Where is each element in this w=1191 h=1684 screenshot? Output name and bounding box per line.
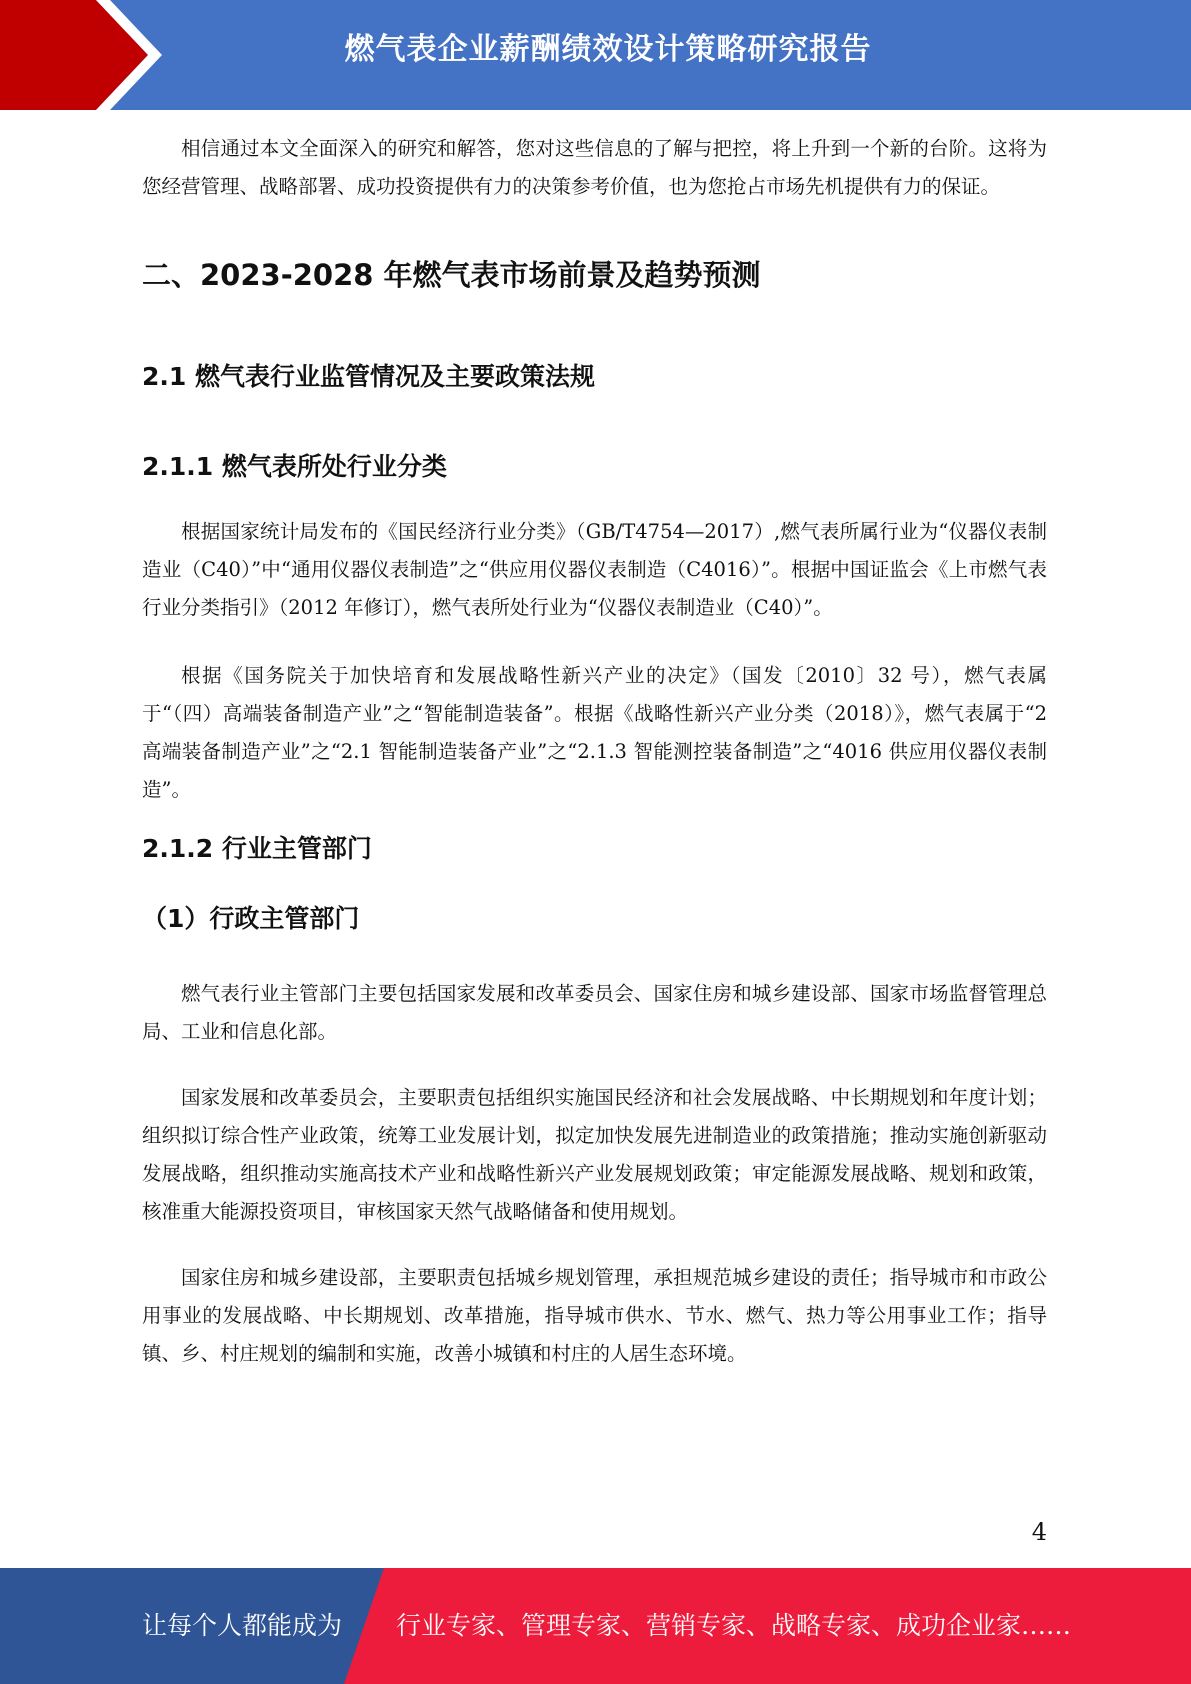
body-paragraph: 国家发展和改革委员会，主要职责包括组织实施国民经济和社会发展战略、中长期规划和年度计划；组织拟订综合性产业政策，统筹工业发展计划，拟定加快发展先进制造业的政策措施；推动实施创新驱动发展战略，组织推动实施高技术产业和战略性新兴产业发展规划政策；审定能源发展战略、规划和政策，核准重大能源投资项目，审核国家天然气战略储备和使用规划。 xyxy=(142,1086,1047,1223)
footer-banner xyxy=(0,1568,1191,1684)
footer-slogan-right: 行业专家、管理专家、营销专家、战略专家、成功企业家…… xyxy=(396,1611,1072,1640)
body-paragraph: 根据国家统计局发布的《国民经济行业分类》（GB/T4754—2017）,燃气表所属行业为“仪器仪表制造业（C40）”中“通用仪器仪表制造”之“供应用仪器仪表制造（C4016）”。根据中国证监会《上市燃气表行业分类指引》（2012 年修订），燃气表所处行业为“仪器仪表制造业（C40）”。 xyxy=(142,520,1047,619)
subsubsection-heading: 2.1.2 行业主管部门 xyxy=(142,834,372,863)
intro-paragraph: 相信通过本文全面深入的研究和解答，您对这些信息的了解与把控，将上升到一个新的台阶。这将为您经营管理、战略部署、成功投资提供有力的决策参考价值，也为您抢占市场先机提供有力的保证。 xyxy=(142,137,1047,198)
report-title: 燃气表企业薪酬绩效设计策略研究报告 xyxy=(344,32,872,67)
footer-slogan-left: 让每个人都能成为 xyxy=(142,1611,343,1640)
body-paragraph: 燃气表行业主管部门主要包括国家发展和改革委员会、国家住房和城乡建设部、国家市场监督管理总局、工业和信息化部。 xyxy=(142,982,1047,1043)
page-number: 4 xyxy=(1031,1518,1047,1546)
body-paragraph: 根据《国务院关于加快培育和发展战略性新兴产业的决定》（国发〔2010〕32 号），燃气表属于“（四）高端装备制造产业”之“智能制造装备”。根据《战略性新兴产业分类（2018）》，燃气表属于“2 高端装备制造产业”之“2.1 智能制造装备产业”之“2.1.3 智能测控装备制造”之“4016 供应用仪器仪表制造”。 xyxy=(142,664,1047,801)
body-paragraph: 国家住房和城乡建设部，主要职责包括城乡规划管理，承担规范城乡建设的责任；指导城市和市政公用事业的发展战略、中长期规划、改革措施，指导城市供水、节水、燃气、热力等公用事业工作；指导镇、乡、村庄规划的编制和实施，改善小城镇和村庄的人居生态环境。 xyxy=(142,1266,1047,1365)
subsection-heading: 2.1 燃气表行业监管情况及主要政策法规 xyxy=(142,362,595,391)
header-banner xyxy=(0,0,1191,110)
section-heading: 二、2023-2028 年燃气表市场前景及趋势预测 xyxy=(142,258,761,292)
sub-item-heading: （1）行政主管部门 xyxy=(142,904,360,933)
subsubsection-heading: 2.1.1 燃气表所处行业分类 xyxy=(142,452,447,481)
page-content xyxy=(142,130,1047,1373)
